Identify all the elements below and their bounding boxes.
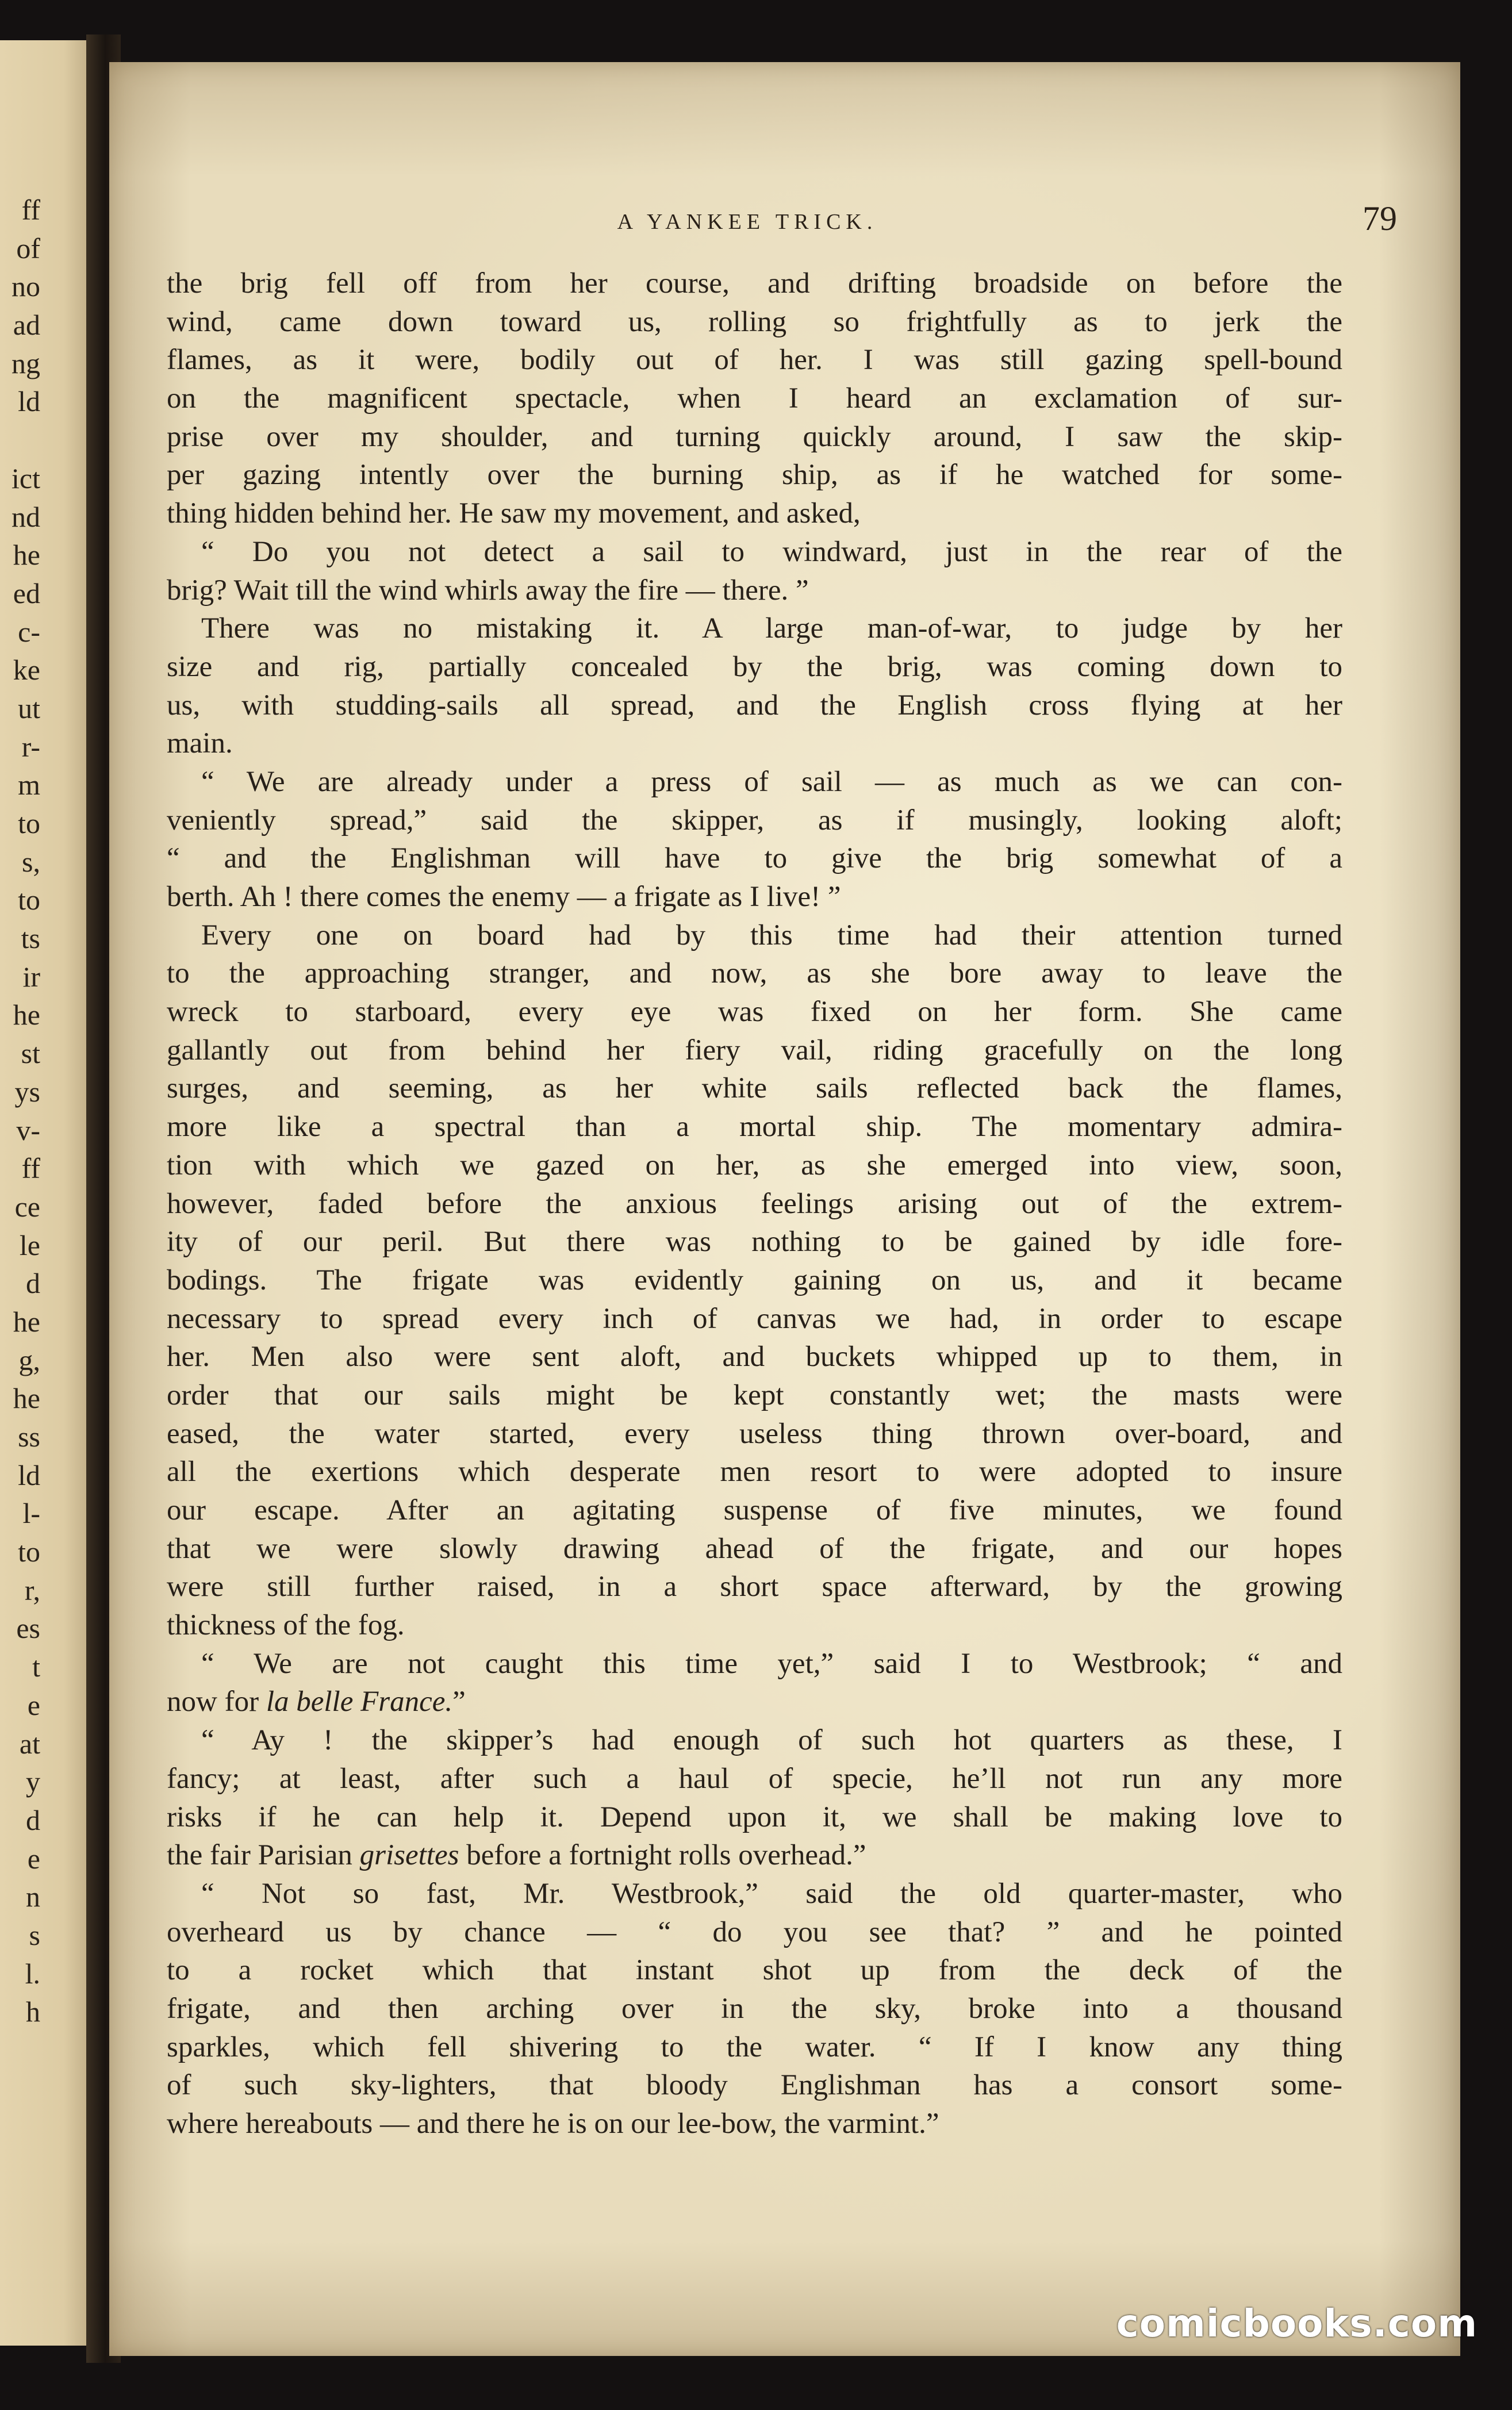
text-line: flames, as it were, bodily out of her. I was still gazing spell-bound: [167, 344, 1342, 377]
text-line: on the magnificent spectacle, when I heard an exclamation of sur-: [167, 382, 1342, 415]
left-page-fragment: le: [19, 1229, 40, 1261]
text-line: fancy; at least, after such a haul of specie, he’ll not run any more: [167, 1762, 1342, 1795]
text-line: tion with which we gazed on her, as she emerged into view, soon,: [167, 1149, 1342, 1181]
left-page-fragment: ff: [21, 1152, 40, 1185]
running-head: [109, 199, 1460, 239]
left-page-fragment: l.: [25, 1957, 40, 1990]
text-line: risks if he can help it. Depend upon it, we shall be making love to: [167, 1801, 1342, 1833]
text-line: thickness of the fog.: [167, 1609, 405, 1642]
left-page-fragments: [0, 191, 40, 2031]
text-line: order that our sails might be kept constantly wet; the masts were: [167, 1379, 1342, 1411]
text-line: the brig fell off from her course, and drifting broadside on before the: [167, 267, 1342, 300]
page-body: [167, 264, 1342, 2143]
text-line: [167, 1836, 1342, 1875]
left-page-fragment: m: [18, 769, 40, 801]
left-page-fragment: c-: [18, 615, 40, 648]
text-line: wind, came down toward us, rolling so frightfully as to jerk the: [167, 305, 1342, 338]
watermark: comicbooks.com: [1116, 2301, 1478, 2346]
text-line: thing hidden behind her. He saw my movement, and asked,: [167, 497, 861, 530]
left-page-fragment: d: [26, 1803, 40, 1836]
text-line: “ Do you not detect a sail to windward, just in the rear of the: [201, 535, 1342, 568]
text-line: “ We are already under a press of sail — as much as we can con-: [201, 765, 1342, 798]
left-page-fragment: ed: [13, 577, 40, 609]
left-page-fragment: he: [13, 999, 40, 1031]
left-page-fragment: e: [27, 1688, 40, 1721]
text-line: size and rig, partially concealed by the brig, was coming down to: [167, 650, 1342, 683]
text-line: wreck to starboard, every eye was fixed on her form. She came: [167, 996, 1342, 1029]
text-line: berth. Ah ! there comes the enemy — a frigate as I live! ”: [167, 881, 841, 913]
text-line: that we were slowly drawing ahead of the frigate, and our hopes: [167, 1532, 1342, 1565]
line-end: before a fortnight rolls overhead.”: [459, 1839, 866, 1872]
text-line: ity of our peril. But there was nothing to be gained by idle fore-: [167, 1226, 1342, 1258]
text-line: where hereabouts — and there he is on our lee-bow, the varmint.”: [167, 2108, 939, 2140]
left-page-fragment: to: [18, 884, 40, 916]
left-page-fragment: to: [18, 1536, 40, 1568]
left-page-fragment: h: [26, 1995, 40, 2028]
text-line: “ Ay ! the skipper’s had enough of such hot quarters as these, I: [201, 1724, 1342, 1757]
left-page-fragment: nd: [11, 500, 40, 533]
text-line: brig? Wait till the wind whirls away the fire — there. ”: [167, 574, 809, 607]
left-page-fragment: ce: [14, 1190, 40, 1223]
line-start: now for: [167, 1686, 259, 1718]
text-line: to the approaching stranger, and now, as she bore away to leave the: [167, 957, 1342, 990]
text-line: veniently spread,” said the skipper, as if musingly, looking aloft;: [167, 804, 1342, 836]
left-page-fragment: t: [32, 1651, 40, 1683]
left-page-fragment: l-: [22, 1497, 40, 1530]
left-page-fragment: at: [19, 1727, 40, 1760]
left-page-fragment: y: [26, 1766, 40, 1798]
text-line: her. Men also were sent aloft, and buckets whipped up to them, in: [167, 1341, 1342, 1373]
text-line: “ Not so fast, Mr. Westbrook,” said the old quarter-master, who: [201, 1877, 1342, 1910]
left-page-fragment: ng: [11, 347, 40, 379]
text-line: per gazing intently over the burning ship, as if he watched for some-: [167, 459, 1342, 492]
left-page-fragment: r-: [21, 730, 40, 763]
text-line: eased, the water started, every useless thing thrown over-board, and: [167, 1417, 1342, 1450]
left-page-fragment: ir: [22, 960, 40, 993]
line-end: ”: [452, 1686, 466, 1718]
text-line: to a rocket which that instant shot up from the deck of the: [167, 1954, 1342, 1987]
text-line: “ and the Englishman will have to give the brig somewhat of a: [167, 842, 1342, 875]
left-page-fragment: es: [16, 1612, 40, 1645]
left-page-fragment: ld: [18, 1459, 40, 1491]
left-page-fragment: [0, 421, 40, 459]
left-page-fragment: g,: [18, 1344, 40, 1376]
left-page-fragment: d: [26, 1267, 40, 1300]
text-line: however, faded before the anxious feelings arising out of the extrem-: [167, 1187, 1342, 1220]
left-page-fragment: n: [26, 1881, 40, 1913]
left-page-fragment: ict: [11, 462, 40, 494]
left-page-fragment: ld: [18, 385, 40, 418]
page-header-title: A YANKEE TRICK.: [617, 210, 878, 234]
left-page-fragment: v-: [16, 1114, 40, 1146]
left-page-fragment: st: [21, 1037, 40, 1070]
left-page-fragment: he: [13, 539, 40, 571]
left-page-fragment: ke: [13, 654, 40, 686]
right-page: [109, 62, 1460, 2356]
left-page-fragment: ff: [21, 194, 40, 226]
left-page-fragment: s,: [22, 845, 40, 878]
text-line: necessary to spread every inch of canvas we had, in order to escape: [167, 1302, 1342, 1335]
left-page-fragment: ts: [21, 922, 40, 955]
text-line: There was no mistaking it. A large man-of-war, to judge by her: [201, 612, 1342, 645]
text-line: [167, 1683, 1342, 1721]
text-line: “ We are not caught this time yet,” said I to Westbrook; “ and: [201, 1647, 1342, 1680]
left-page-fragment: r,: [24, 1574, 40, 1606]
left-page-fragment: ut: [18, 692, 40, 724]
text-line: gallantly out from behind her fiery vail, riding gracefully on the long: [167, 1034, 1342, 1066]
italic-phrase: la belle France.: [266, 1686, 453, 1718]
left-page-fragment: of: [16, 232, 40, 264]
text-line: were still further raised, in a short space afterward, by the growing: [167, 1571, 1342, 1603]
left-page-fragment: he: [13, 1382, 40, 1415]
left-page-fragment: he: [13, 1305, 40, 1338]
italic-phrase: grisettes: [359, 1839, 459, 1872]
text-line: of such sky-lighters, that bloody Englishman has a consort some-: [167, 2069, 1342, 2102]
text-line: main.: [167, 727, 233, 760]
text-line: prise over my shoulder, and turning quickly around, I saw the skip-: [167, 420, 1342, 453]
left-page-fragment: ss: [18, 1421, 40, 1453]
text-line: more like a spectral than a mortal ship. The momentary admira-: [167, 1111, 1342, 1143]
left-page-fragment: e: [27, 1842, 40, 1875]
text-line: surges, and seeming, as her white sails reflected back the flames,: [167, 1072, 1342, 1105]
text-line: frigate, and then arching over in the sky, broke into a thousand: [167, 1992, 1342, 2025]
text-line: bodings. The frigate was evidently gaining on us, and it became: [167, 1264, 1342, 1296]
text-line: us, with studding-sails all spread, and the English cross flying at her: [167, 689, 1342, 722]
left-page-fragment: ys: [14, 1075, 40, 1108]
text-line: our escape. After an agitating suspense of five minutes, we found: [167, 1494, 1342, 1526]
line-start: the fair Parisian: [167, 1839, 352, 1872]
text-line: Every one on board had by this time had their attention turned: [201, 919, 1342, 951]
left-page-fragment: no: [11, 270, 40, 303]
left-page-fragment: ad: [13, 309, 40, 341]
text-line: sparkles, which fell shivering to the water. “ If I know any thing: [167, 2031, 1342, 2063]
left-page-fragment: to: [18, 807, 40, 839]
text-line: all the exertions which desperate men resort to were adopted to insure: [167, 1456, 1342, 1488]
text-line: overheard us by chance — “ do you see that? ” and he pointed: [167, 1916, 1342, 1948]
page-number: 79: [1363, 199, 1397, 237]
left-page-fragment: s: [29, 1918, 40, 1951]
